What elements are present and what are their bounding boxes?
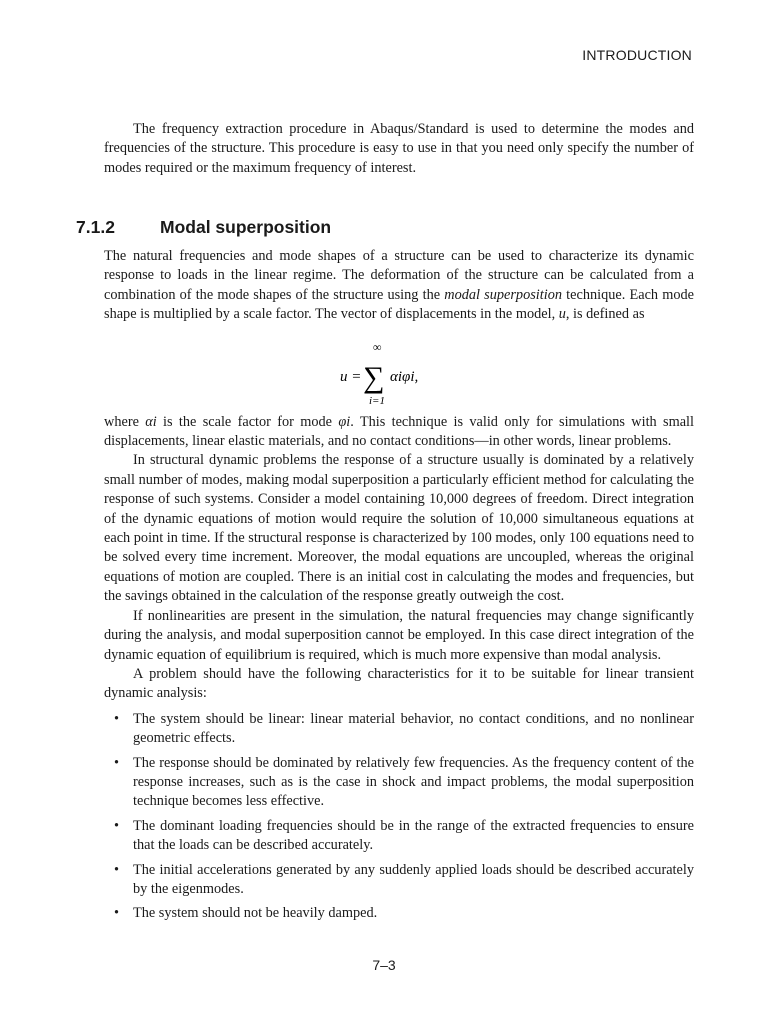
list-item <box>104 710 694 749</box>
paragraph-3: In structural dynamic problems the response of a structure usually is dominated by a relatively small number of modes, making modal superposition a particularly efficient method for calculating the response of such systems. Consider a model containing 10,000 degrees of freedom. Direct integration of the dynamic equations of motion would require the solution of 10,000 simultaneous equations at each point in time. If the structural response is characterized by 100 modes, only 100 equations need to be solved every time increment. Moreover, the modal equations are uncoupled, whereas the original equations of motion are coupled. There is an initial cost in calculating the modes and frequencies, but the savings obtained in the calculation of the response greatly outweigh the cost. <box>104 452 694 605</box>
section-body <box>104 247 694 929</box>
list-item-text: The response should be dominated by relatively few frequencies. As the frequency content of the response increases, such as is the case in shock and impact problems, the modal superposition technique becomes less effective. <box>133 754 694 810</box>
running-head: INTRODUCTION <box>582 47 692 63</box>
p1-text-a: The natural frequencies and mode shapes of a structure can be used to characterize its dynamic response to loads in the linear regime. The deformation of the structure can be calculated from a combination of the mode shapes of the structure using the <box>104 248 694 303</box>
list-item <box>104 817 694 856</box>
list-item-text: The system should be linear: linear material behavior, no contact conditions, and no nonlinear geometric effects. <box>133 710 694 747</box>
p1-emphasis: modal superposition <box>444 286 563 303</box>
list-item <box>104 861 694 900</box>
paragraph-2 <box>104 413 694 452</box>
characteristics-list <box>104 710 694 924</box>
bullet-icon: • <box>114 710 120 727</box>
p1-text-c: , is defined as <box>565 306 645 323</box>
paragraph-4: If nonlinearities are present in the simulation, the natural frequencies may change significantly during the analysis, and modal superposition cannot be employed. In this case direct integration of the dynamic equation of equilibrium is required, which is much more expensive than modal analysis. <box>104 607 694 663</box>
section-heading <box>76 217 331 238</box>
p1-text-b: technique. Each mode shape is multiplied by a scale factor. The vector of displacements in the model, <box>104 286 695 323</box>
equation-modal-sum <box>104 331 694 413</box>
p2-phi: φi <box>338 413 351 430</box>
section-number: 7.1.2 <box>76 217 115 237</box>
p2-text-b: is the scale factor for mode <box>156 413 339 430</box>
bullet-icon: • <box>114 817 120 834</box>
equation-lhs: u = <box>340 368 362 385</box>
equation-graphic <box>340 331 460 413</box>
equation-lower-limit: i=1 <box>369 394 385 407</box>
list-item <box>104 754 694 812</box>
intro-paragraph: The frequency extraction procedure in Abaqus/Standard is used to determine the modes and frequencies of the structure. This procedure is easy to use in that you need only specify the number of modes required or the maximum frequency of interest. <box>104 121 694 176</box>
equation-term: αiφi, <box>390 368 419 385</box>
sigma-symbol: ∑ <box>363 360 385 394</box>
p2-text-a: where <box>104 413 146 430</box>
list-item <box>104 904 694 923</box>
bullet-icon: • <box>114 905 120 922</box>
list-item-text: The initial accelerations generated by any suddenly applied loads should be described accurately by the eigenmodes. <box>133 861 694 897</box>
page-number: 7–3 <box>372 957 396 973</box>
bullet-icon: • <box>114 861 120 878</box>
p2-text-c: . This technique is valid only for simulations with small displacements, linear elastic materials, and no contact conditions—in other words, linear problems. <box>104 413 694 450</box>
paragraph-5: A problem should have the following characteristics for it to be suitable for linear transient dynamic analysis: <box>104 665 694 702</box>
section-title: Modal superposition <box>160 217 332 237</box>
equation-upper-limit: ∞ <box>373 339 382 354</box>
list-item-text: The system should not be heavily damped. <box>133 905 378 922</box>
intro-block <box>104 120 694 178</box>
p2-alpha: αi <box>145 413 157 430</box>
p1-variable: u <box>558 306 566 323</box>
paragraph-1 <box>104 247 694 325</box>
bullet-icon: • <box>114 754 120 771</box>
list-item-text: The dominant loading frequencies should be in the range of the extracted frequencies to ensure that the loads can be described accurately. <box>133 817 694 854</box>
